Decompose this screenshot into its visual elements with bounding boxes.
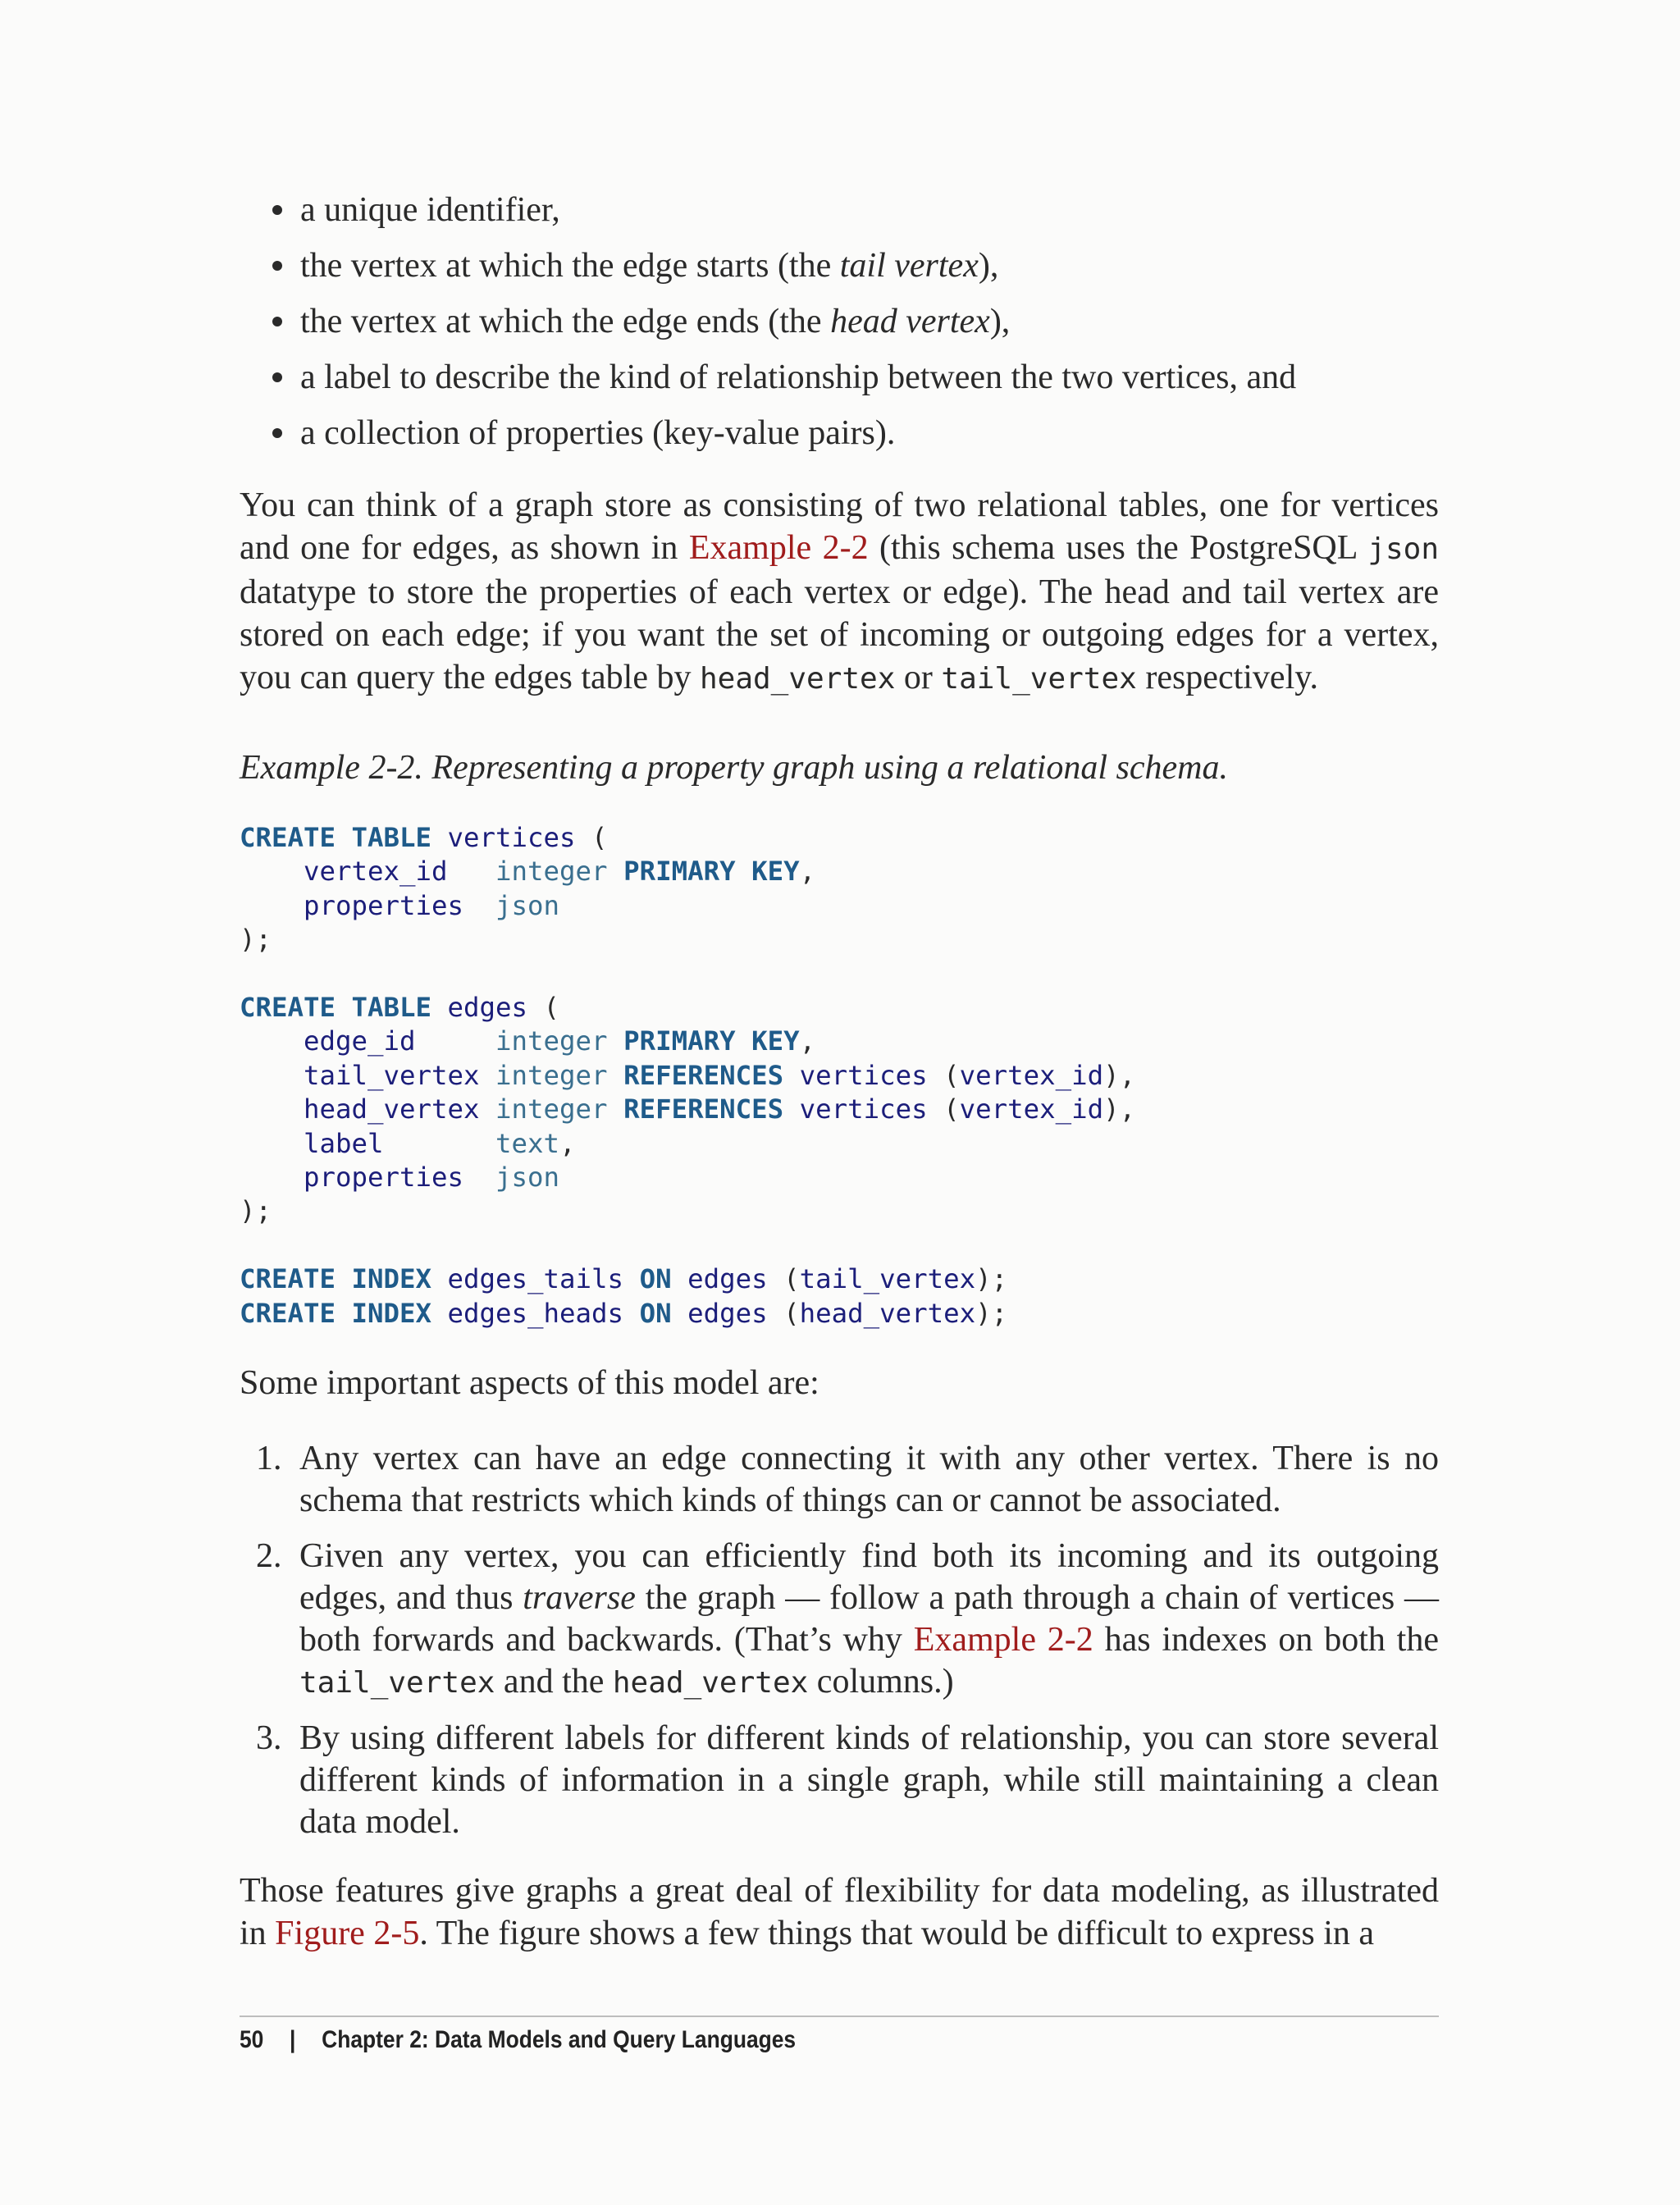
list-item: the vertex at which the edge starts (the tail vertex), bbox=[240, 238, 1439, 294]
list-item: the vertex at which the edge ends (the head vertex), bbox=[240, 294, 1439, 349]
list-item: a collection of properties (key-value pairs). bbox=[240, 405, 1439, 461]
inline-code-head-vertex: head_vertex bbox=[612, 1666, 809, 1700]
code-block-wrap bbox=[240, 821, 1439, 1331]
chapter-title: Chapter 2: Data Models and Query Languages bbox=[322, 2026, 797, 2053]
aspects-intro: Some important aspects of this model are: bbox=[240, 1364, 819, 1402]
example-2-2-link[interactable]: Example 2-2 bbox=[913, 1621, 1093, 1659]
page-number: 50 bbox=[240, 2026, 264, 2053]
list-item: a unique identifier, bbox=[240, 182, 1439, 238]
figure-2-5-link[interactable]: Figure 2-5 bbox=[275, 1915, 420, 1952]
list-item: 1. Any vertex can have an edge connecting it with any other vertex. There is no schema that restricts which kinds of things can or cannot be associated. bbox=[256, 1440, 1439, 1519]
edge-properties-list-wrap bbox=[240, 182, 1439, 461]
term-tail-vertex: tail vertex bbox=[839, 247, 979, 285]
aspects-list bbox=[240, 1438, 1439, 1843]
page-footer bbox=[240, 2026, 796, 2054]
inline-code-json: json bbox=[1367, 532, 1440, 566]
aspects-intro-wrap bbox=[240, 1362, 1439, 1404]
list-item: 3. By using different labels for different kinds of relationship, you can store several different kinds of information in a single graph, while still maintaining a clean data model. bbox=[256, 1719, 1439, 1841]
paragraph-graph-store bbox=[240, 484, 1439, 701]
term-traverse: traverse bbox=[523, 1579, 636, 1617]
list-number: 2. bbox=[256, 1537, 282, 1575]
footer-separator: | bbox=[290, 2026, 296, 2053]
example-caption-wrap bbox=[240, 746, 1439, 789]
example-2-2-link[interactable]: Example 2-2 bbox=[688, 529, 869, 567]
paragraph-text: You can think of a graph store as consisting of two relational tables, one for vertices and one for edges, as shown in Example 2-2 (this schema uses the PostgreSQL json datatype to store the properties of each vertex or edge). The head and tail vertex are stored on each edge; if you want the set of incoming or outgoing edges for a vertex, you can query the edges table by head_vertex or tail_vertex respectively. bbox=[240, 486, 1440, 696]
list-item: 2. Given any vertex, you can efficiently find both its incoming and its outgoing edges, and thus traverse the graph — follow a path through a chain of vertices — both forwards and backwards. (That’s why Example 2-2 has indexes on both the tail_vertex and the head_vertex columns.) bbox=[256, 1537, 1439, 1701]
term-head-vertex: head vertex bbox=[830, 303, 990, 340]
inline-code-tail-vertex: tail_vertex bbox=[941, 662, 1137, 696]
footer-rule bbox=[240, 2016, 1439, 2017]
code-block: CREATE TABLE vertices ( vertex_id integer PRIMARY KEY, properties json ); CREATE TABLE edges ( edge_id integer PRIMARY KEY, tail_vertex integer REFERENCES vertices (vertex_id), head_vertex integer REFERENCES vertices (vertex_id), label text, properties json ); CREATE INDEX edges_tails ON edges (tail_vertex); CREATE INDEX edges_heads ON edges (head_vertex); bbox=[240, 822, 1136, 1329]
inline-code-tail-vertex: tail_vertex bbox=[299, 1666, 495, 1700]
paragraph-flexibility bbox=[240, 1869, 1439, 1955]
inline-code-head-vertex: head_vertex bbox=[699, 662, 896, 696]
edge-properties-list bbox=[240, 182, 1439, 461]
example-caption: Example 2-2. Representing a property graph using a relational schema. bbox=[240, 749, 1228, 787]
aspects-list-wrap bbox=[240, 1438, 1439, 1857]
list-number: 3. bbox=[256, 1719, 282, 1757]
list-item: a label to describe the kind of relationship between the two vertices, and bbox=[240, 349, 1439, 405]
paragraph-text: Those features give graphs a great deal of flexibility for data modeling, as illustrated in Figure 2-5. The figure shows a few things that would be difficult to express in a bbox=[240, 1872, 1439, 1952]
list-number: 1. bbox=[256, 1440, 282, 1477]
